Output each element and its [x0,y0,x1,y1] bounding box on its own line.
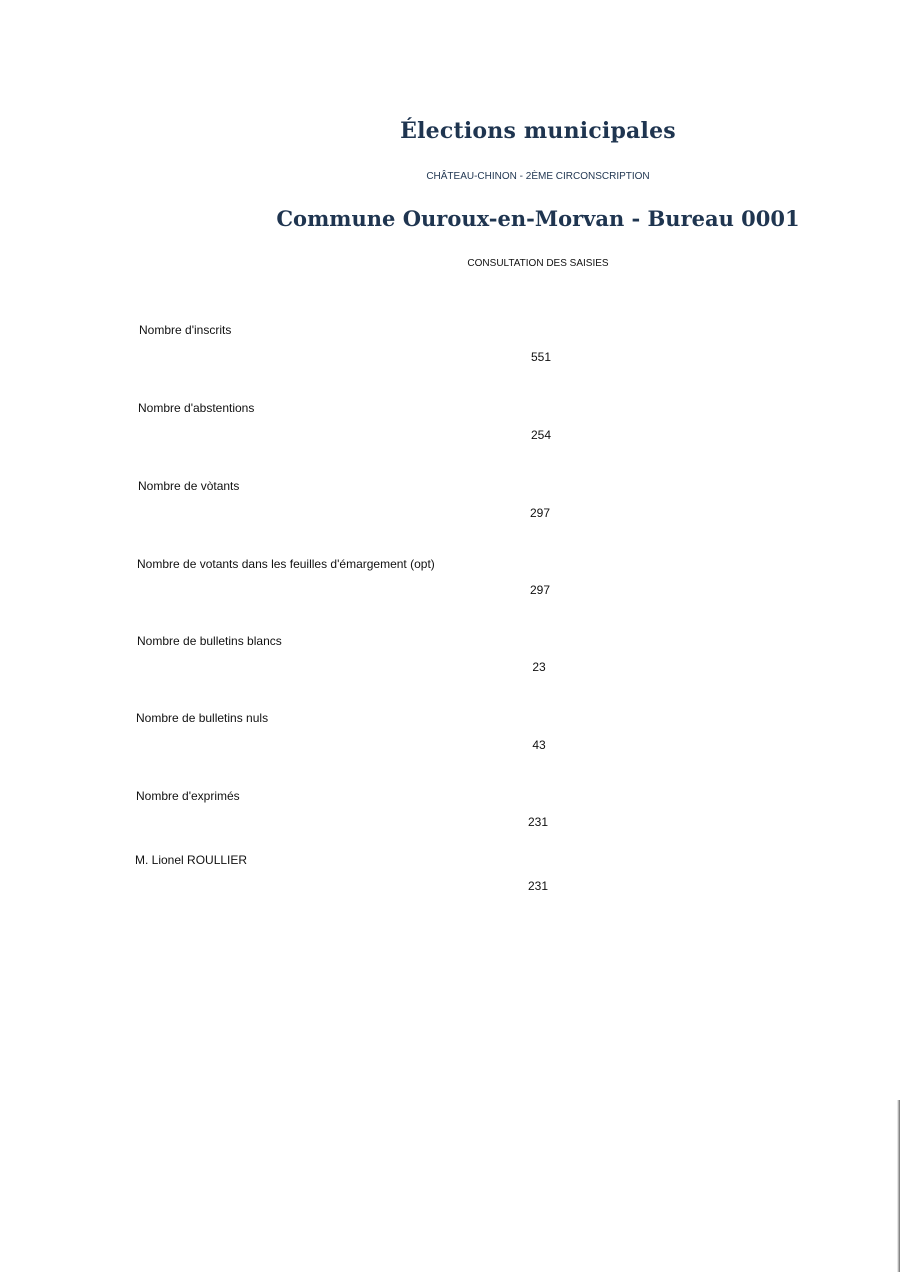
label-votants: Nombre de vòtants [138,479,240,493]
circonscription-subtitle: CHÂTEAU-CHINON - 2ÈME CIRCONSCRIPTION [426,171,650,182]
label-exprimes: Nombre d'exprimés [136,789,240,803]
label-bulletins-nuls: Nombre de bulletins nuls [136,711,269,725]
commune-heading: Commune Ouroux-en-Morvan - Bureau 0001 [276,206,800,231]
label-votants-emargement: Nombre de votants dans les feuilles d'émargement (opt) [137,557,435,571]
value-bulletins-nuls: 43 [532,738,546,752]
label-bulletins-blancs: Nombre de bulletins blancs [137,634,282,648]
value-inscrits: 551 [530,350,552,364]
value-exprimes: 231 [527,815,549,829]
value-votants: 297 [529,506,551,520]
label-abstentions: Nombre d'abstentions [138,401,255,415]
label-inscrits: Nombre d'inscrits [139,323,232,337]
value-abstentions: 254 [530,428,552,442]
page-title: Élections municipales [400,118,676,144]
label-candidate: M. Lionel ROULLIER [135,853,248,867]
value-candidate: 231 [527,879,549,893]
section-caption: CONSULTATION DES SAISIES [467,258,609,269]
value-votants-emargement: 297 [529,583,551,597]
value-bulletins-blancs: 23 [532,660,546,674]
